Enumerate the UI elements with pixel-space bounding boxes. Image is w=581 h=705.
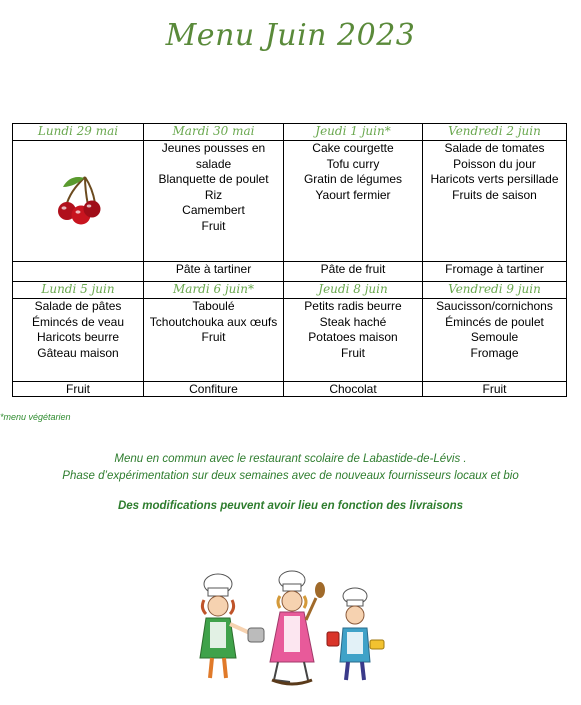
children-chefs-illustration (190, 570, 390, 690)
day-header: Mardi 30 mai (144, 124, 284, 141)
week2-meals-row (13, 299, 567, 382)
cherries-icon (55, 173, 101, 229)
meal-item: Salade de pâtes (34, 299, 122, 313)
day-header: Lundi 5 juin (13, 282, 144, 299)
tuesday-meal-cell (144, 299, 284, 382)
meal-item: Fruit (201, 330, 226, 345)
meal-item: Émincés de poulet (445, 314, 544, 329)
meal-item: salade (195, 156, 232, 171)
monday-meal-cell (13, 141, 144, 262)
meal-item: Cake courgette (312, 141, 394, 155)
meal-item: Camembert (182, 203, 245, 218)
week1-days-row (13, 124, 567, 141)
week2-snacks-row (13, 382, 567, 397)
snack-cell: Confiture (144, 382, 284, 397)
menu-table (12, 123, 567, 397)
day-header: Vendredi 2 juin (423, 124, 567, 141)
chef-kid-left-icon (200, 574, 264, 678)
friday-meal-cell (423, 299, 567, 382)
page-title: Menu Juin 2023 (165, 18, 416, 53)
meal-item: Tofu curry (326, 156, 380, 171)
info-line: Phase d’expérimentation sur deux semaines avec de nouveaux fournisseurs locaux et bio (62, 470, 519, 482)
week2-days-row (13, 282, 567, 299)
snack-cell: Fruit (13, 382, 144, 397)
meal-item: Saucisson/cornichons (436, 299, 553, 313)
day-header: Jeudi 8 juin (284, 282, 423, 299)
meal-item: Émincés de veau (31, 314, 125, 329)
friday-meal-cell (423, 141, 567, 262)
week1-snacks-row (13, 262, 567, 282)
meal-item: Poisson du jour (453, 156, 536, 171)
snack-cell: Fruit (423, 382, 567, 397)
meal-item: Haricots beurre (36, 330, 120, 345)
meal-item: Haricots verts persillade (430, 172, 559, 187)
week1-meals-row (13, 141, 567, 262)
meal-item: Tchoutchouka aux œufs (149, 314, 278, 329)
meal-item: Fruit (341, 345, 365, 360)
chef-kid-right-icon (327, 588, 384, 680)
meal-item: Jeunes pousses en (161, 141, 266, 155)
thursday-meal-cell (284, 299, 423, 382)
day-header: Lundi 29 mai (13, 124, 144, 141)
meal-item: Steak haché (319, 314, 387, 329)
monday-meal-cell (13, 299, 144, 382)
snack-cell: Pâte de fruit (284, 262, 423, 282)
snack-cell: Fromage à tartiner (423, 262, 567, 282)
day-header: Vendredi 9 juin (423, 282, 567, 299)
meal-item: Blanquette de poulet (158, 172, 269, 187)
chef-kid-center-icon (270, 571, 325, 684)
snack-cell (13, 262, 144, 282)
meal-item: Semoule (470, 330, 519, 345)
snack-cell: Chocolat (284, 382, 423, 397)
day-header: Mardi 6 juin* (144, 282, 284, 299)
meal-item: Fruits de saison (452, 187, 537, 202)
thursday-meal-cell (284, 141, 423, 262)
meal-item: Salade de tomates (444, 141, 545, 155)
meal-item: Gâteau maison (37, 345, 119, 360)
meal-item: Yaourt fermier (315, 187, 391, 202)
meal-item: Fruit (201, 218, 226, 233)
tuesday-meal-cell (144, 141, 284, 262)
meal-item: Taboulé (192, 299, 235, 313)
snack-cell: Pâte à tartiner (144, 262, 284, 282)
info-line-bold: Des modifications peuvent avoir lieu en fonction des livraisons (117, 500, 464, 512)
meal-item: Fromage (470, 345, 519, 360)
day-header: Jeudi 1 juin* (284, 124, 423, 141)
meal-item: Potatoes maison (308, 330, 398, 345)
meal-item: Gratin de légumes (303, 172, 403, 187)
vegetarian-note: *menu végétarien (0, 412, 71, 422)
meal-item: Riz (204, 187, 223, 202)
info-line: Menu en commun avec le restaurant scolaire de Labastide-de-Lévis . (114, 453, 467, 465)
meal-item: Petits radis beurre (304, 299, 402, 313)
